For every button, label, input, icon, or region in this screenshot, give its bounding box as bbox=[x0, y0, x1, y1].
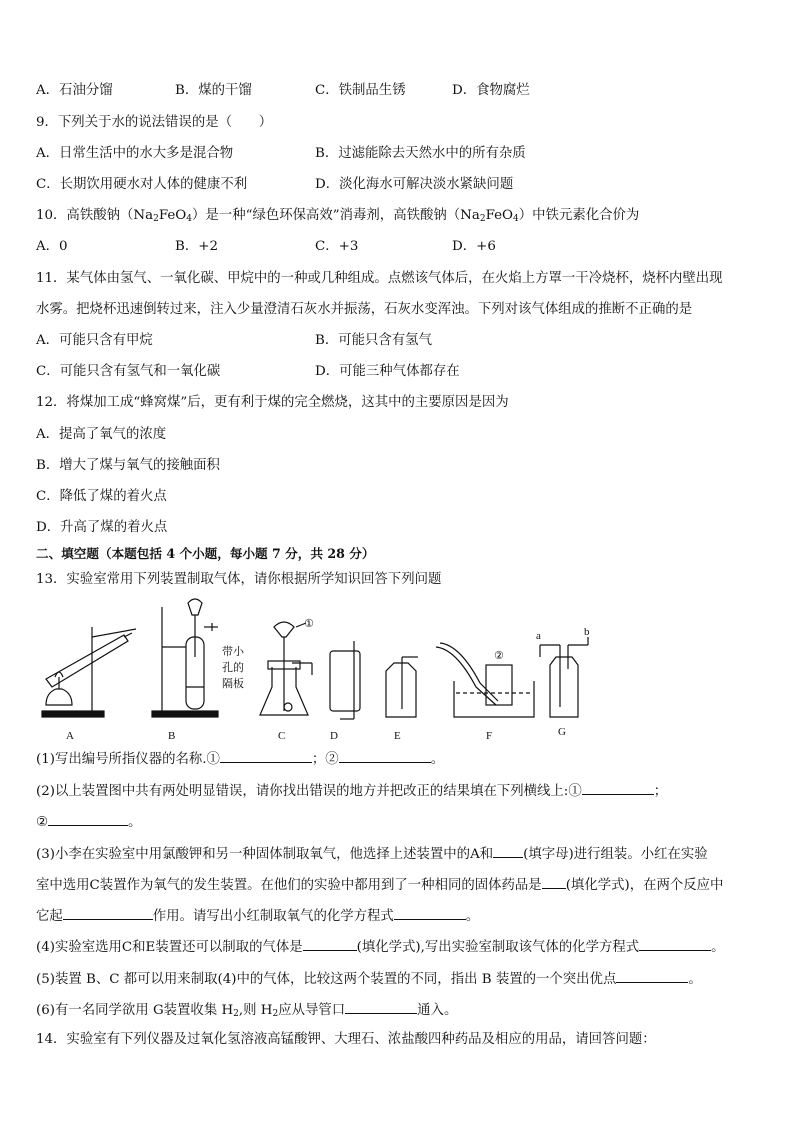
q11-option-c: C．可能只含有氢气和一氧化碳 bbox=[36, 364, 221, 379]
answer-blank[interactable] bbox=[394, 907, 466, 920]
pointer-label-1: ① bbox=[304, 617, 314, 630]
q10-option-c: C．+3 bbox=[315, 239, 359, 254]
label-e: E bbox=[394, 730, 401, 742]
partition-label-1: 带小 bbox=[222, 645, 244, 658]
answer-blank[interactable] bbox=[303, 938, 357, 951]
label-g: G bbox=[558, 726, 566, 738]
q10-option-a: A．0 bbox=[36, 239, 68, 254]
q8-option-c: C．铁制品生锈 bbox=[315, 83, 406, 98]
answer-blank[interactable] bbox=[493, 845, 523, 858]
q10-option-d: D．+6 bbox=[452, 239, 496, 254]
apparatus-a bbox=[42, 627, 136, 742]
q13-part3-line1: (3)小李在实验室中用氯酸钾和另一种固体制取氧气，他选择上述装置中的A和 (填字母)进行组装。小红在实验 bbox=[36, 847, 708, 862]
q9-option-a: A．日常生活中的水大多是混合物 bbox=[36, 146, 234, 161]
apparatus-e bbox=[386, 657, 418, 742]
q8-option-a: A．石油分馏 bbox=[36, 83, 113, 98]
q12-stem: 12．将煤加工成“蜂窝煤”后，更有利于煤的完全燃烧，这其中的主要原因是因为 bbox=[36, 395, 509, 410]
q13-part2: (2)以上装置图中共有两处明显错误，请你找出错误的地方并把改正的结果填在下列横线上:① ； bbox=[36, 784, 668, 799]
answer-blank[interactable] bbox=[639, 938, 711, 951]
q12-option-a: A．提高了氧气的浓度 bbox=[36, 427, 167, 442]
pointer-label-2: ② bbox=[494, 649, 504, 662]
q9-option-d: D．淡化海水可解决淡水紧缺问题 bbox=[315, 177, 514, 192]
q13-stem: 13．实验室常用下列装置制取气体，请你根据所学知识回答下列问题 bbox=[36, 572, 442, 587]
apparatus-c bbox=[260, 617, 314, 742]
label-d: D bbox=[330, 730, 338, 742]
q11-stem-line2: 水雾。把烧杯迅速倒转过来，注入少量澄清石灰水并振荡，石灰水变浑浊。下列对该气体组成的推断不正确的是 bbox=[36, 302, 693, 317]
label-a: A bbox=[66, 730, 74, 742]
q13-part3-line3: 它起 作用。请写出小红制取氧气的化学方程式 。 bbox=[36, 909, 480, 924]
q8-option-d: D．食物腐烂 bbox=[452, 83, 530, 98]
q12-option-c: C．降低了煤的着火点 bbox=[36, 489, 167, 504]
q11-option-b: B．可能只含有氢气 bbox=[315, 333, 432, 348]
q11-stem-line1: 11．某气体由氢气、一氧化碳、甲烷中的一种或几种组成。点燃该气体后，在火焰上方罩一干冷烧杯，烧杯内壁出现 bbox=[36, 271, 723, 286]
answer-blank[interactable] bbox=[339, 750, 431, 763]
q13-part3-line2: 室中选用C装置作为氧气的发生装置。在他们的实验中都用到了一种相同的固体药品是 (填化学式)，在两个反应中 bbox=[36, 878, 724, 893]
port-b-label: b bbox=[584, 626, 590, 638]
q8-option-b: B．煤的干馏 bbox=[175, 83, 252, 98]
apparatus-f bbox=[436, 643, 534, 742]
partition-label-2: 孔的 bbox=[222, 661, 244, 674]
q11-option-a: A．可能只含有甲烷 bbox=[36, 333, 153, 348]
q10-option-b: B．+2 bbox=[175, 239, 218, 254]
q11-option-d: D．可能三种气体都存在 bbox=[315, 364, 460, 379]
q13-part1: (1)写出编号所指仪器的名称.① ；② 。 bbox=[36, 752, 445, 767]
q13-part6: (6)有一名同学欲用 G装置收集 $H_2$,则 $H_2$应从导管口 通入。 bbox=[36, 1003, 458, 1019]
answer-blank[interactable] bbox=[542, 876, 566, 889]
q12-option-d: D．升高了煤的着火点 bbox=[36, 520, 168, 535]
partition-label-3: 隔板 bbox=[222, 677, 244, 690]
apparatus-b bbox=[152, 599, 245, 742]
label-f: F bbox=[486, 730, 493, 742]
answer-blank[interactable] bbox=[48, 813, 128, 826]
q10-stem: 10．高铁酸钠$(Na_2FeO_4)$是一种“绿色环保高效”消毒剂，高铁酸钠$(Na_2FeO_4)$中铁元素化合价为 bbox=[36, 208, 640, 224]
q12-option-b: B．增大了煤与氧气的接触面积 bbox=[36, 458, 220, 473]
apparatus-figure bbox=[36, 597, 646, 742]
q13-part2-cont: ② 。 bbox=[36, 815, 142, 830]
q14-stem: 14．实验室有下列仪器及过氧化氢溶液高锰酸钾、大理石、浓盐酸四种药品及相应的用品，请回答问题： bbox=[36, 1032, 656, 1047]
apparatus-d bbox=[330, 641, 360, 742]
label-b: B bbox=[168, 730, 176, 742]
q9-option-c: C．长期饮用硬水对人体的健康不利 bbox=[36, 177, 248, 192]
q9-stem: 9．下列关于水的说法错误的是（ ） bbox=[36, 115, 273, 130]
port-a-label: a bbox=[536, 630, 541, 642]
section-heading-fill-in: 二、填空题（本题包括 4 个小题，每小题 7 分，共 28 分） bbox=[36, 546, 375, 561]
apparatus-g bbox=[536, 626, 590, 738]
answer-blank[interactable] bbox=[582, 782, 654, 795]
answer-blank[interactable] bbox=[63, 907, 153, 920]
q13-part5: (5)装置 B、C 都可以用来制取(4)中的气体，比较这两个装置的不同，指出 B 装置的一个突出优点 。 bbox=[36, 972, 702, 987]
answer-blank[interactable] bbox=[220, 750, 312, 763]
label-c: C bbox=[278, 730, 286, 742]
q13-part4: (4)实验室选用C和E装置还可以制取的气体是 (填化学式),写出实验室制取该气体的化学方程式 。 bbox=[36, 940, 725, 955]
answer-blank[interactable] bbox=[616, 970, 688, 983]
q9-option-b: B．过滤能除去天然水中的所有杂质 bbox=[315, 146, 526, 161]
answer-blank[interactable] bbox=[345, 1001, 417, 1014]
